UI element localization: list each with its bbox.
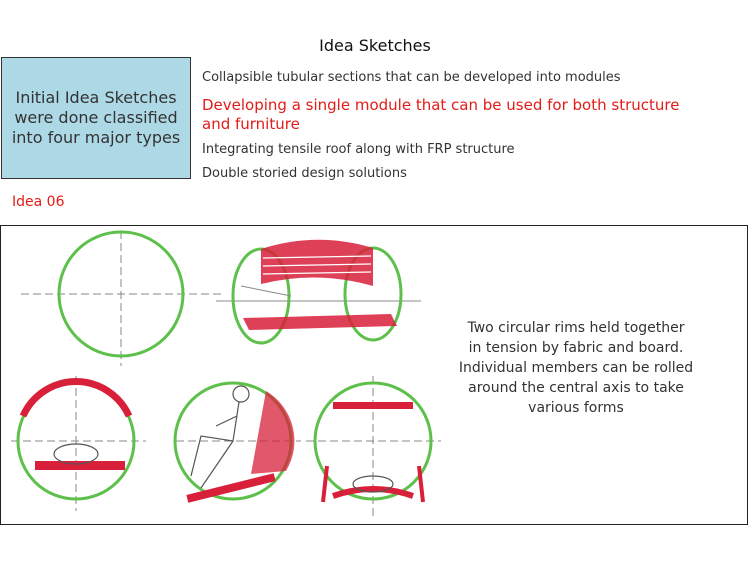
idea-label: Idea 06 xyxy=(12,194,65,210)
sketch-circle-plain xyxy=(21,231,221,366)
intro-box xyxy=(1,57,191,179)
idea-type-item: Collapsible tubular sections that can be developed into modules xyxy=(202,70,621,85)
intro-box-text: Initial Idea Sketches were done classified into four major types xyxy=(11,88,181,147)
sketch-circle-upright xyxy=(306,376,441,516)
sketch-circle-reclining xyxy=(11,376,146,511)
idea-type-item: Double storied design solutions xyxy=(202,166,407,181)
sketch-circle-seated xyxy=(175,383,301,503)
idea-type-item: Integrating tensile roof along with FRP structure xyxy=(202,142,515,157)
sketch-description: Two circular rims held together in tension by fabric and board. Individual members can be rolled around the central axis to take various forms xyxy=(458,320,694,416)
sketch-drum xyxy=(216,240,421,343)
idea-type-item-highlighted: Developing a single module that can be used for both structure and furniture xyxy=(202,96,680,133)
sketch-panel xyxy=(0,225,748,525)
page-title: Idea Sketches xyxy=(319,36,431,55)
